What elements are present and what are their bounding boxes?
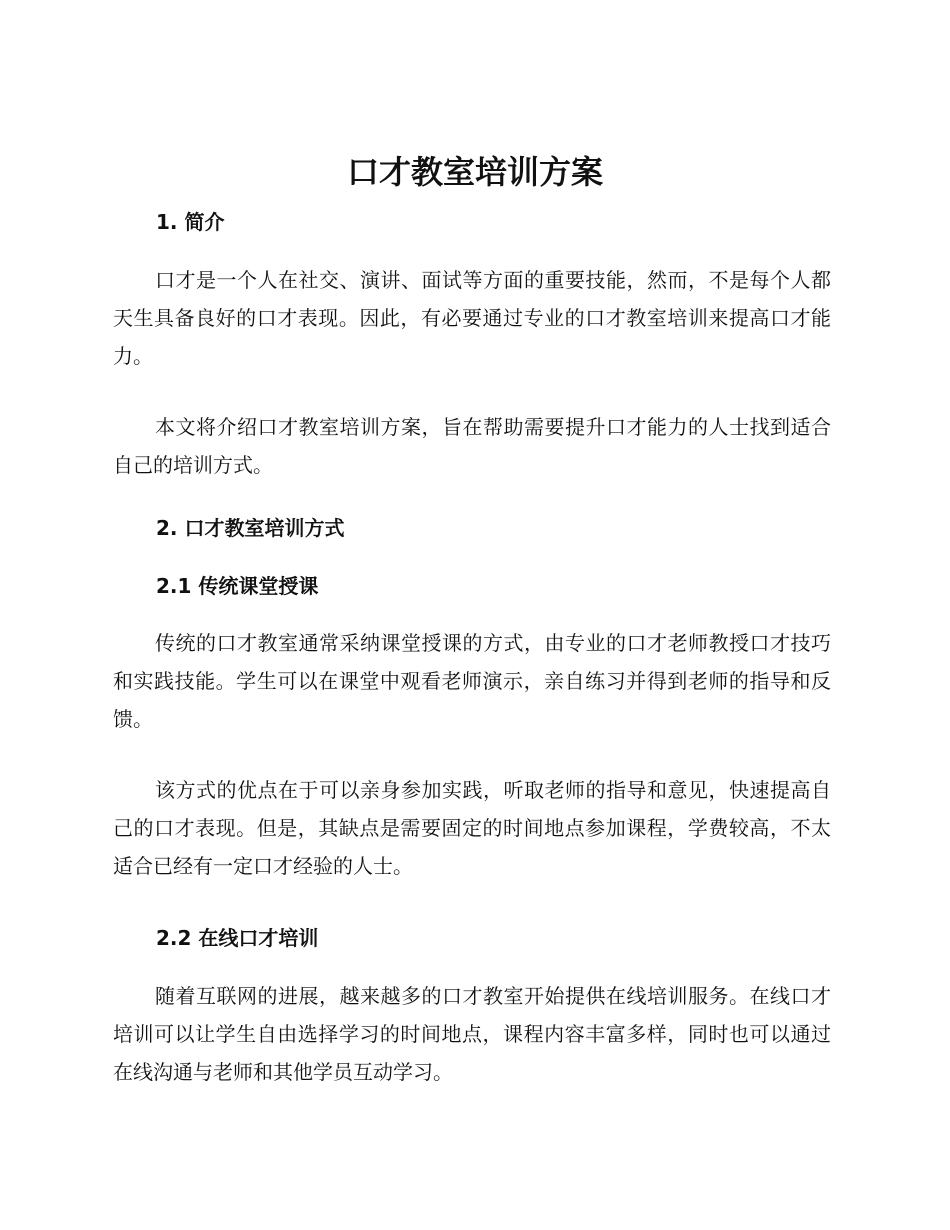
traditional-paragraph-2: 该方式的优点在于可以亲身参加实践，听取老师的指导和意见，快速提高自己的口才表现。但是，其缺点是需要固定的时间地点参加课程，学费较高，不太适合已经有一定口才经验的人士。 [113,778,831,878]
intro-paragraph-1: 口才是一个人在社交、演讲、面试等方面的重要技能，然而，不是每个人都天生具备良好的口才表现。因此，有必要通过专业的口才教室培训来提高口才能力。 [113,268,831,368]
section-heading-online: 2.2 在线口才培训 [156,926,319,950]
traditional-paragraph-1: 传统的口才教室通常采纳课堂授课的方式，由专业的口才老师教授口才技巧和实践技能。学生可以在课堂中观看老师演示，亲自练习并得到老师的指导和反馈。 [113,631,831,731]
section-heading-traditional: 2.1 传统课堂授课 [156,574,319,598]
intro-paragraph-2: 本文将介绍口才教室培训方案，旨在帮助需要提升口才能力的人士找到适合自己的培训方式。 [113,415,831,477]
section-heading-intro: 1. 简介 [156,210,225,234]
document-title: 口才教室培训方案 [346,153,603,191]
online-paragraph-1: 随着互联网的进展，越来越多的口才教室开始提供在线培训服务。在线口才培训可以让学生自由选择学习的时间地点，课程内容丰富多样，同时也可以通过在线沟通与老师和其他学员互动学习。 [113,984,831,1084]
section-heading-methods: 2. 口才教室培训方式 [156,516,345,540]
